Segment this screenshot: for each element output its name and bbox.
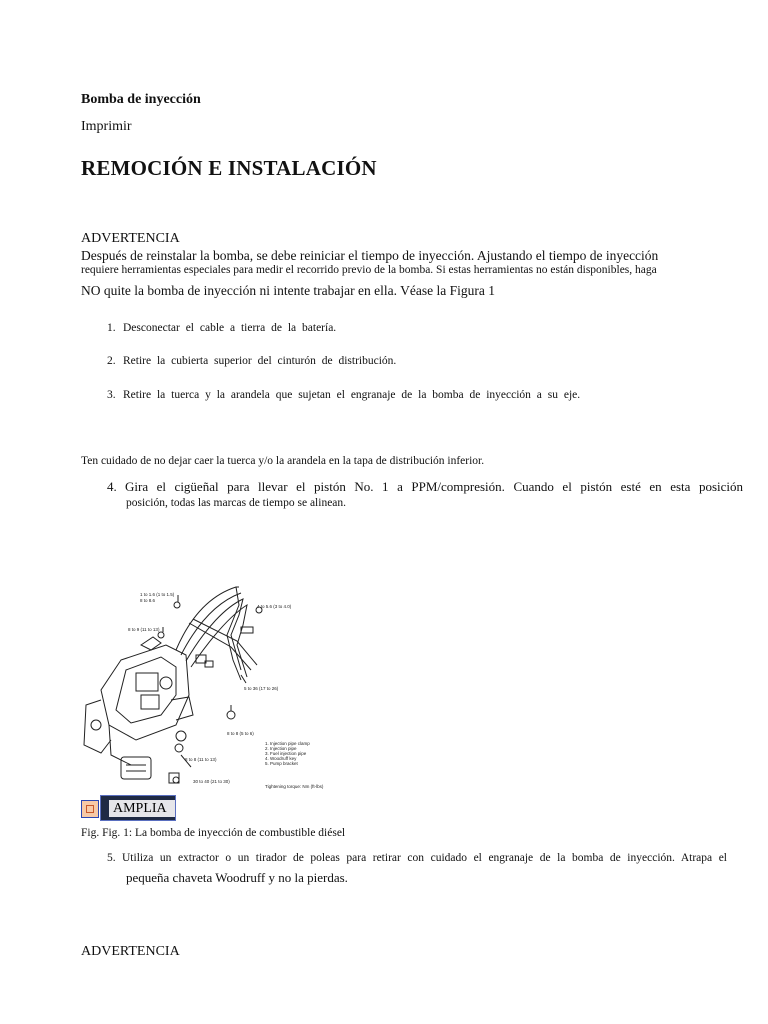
step-2 [107,355,396,367]
injection-pump-drawing [81,575,341,792]
warning-text-line-3: NO quite la bomba de inyección ni intente trabajar en ella. Véase la Figura 1 [81,283,495,298]
torque-label: 5 to 36 (17 to 26) [244,686,279,691]
step-number: 2. [107,355,116,367]
warning-text-line-1: Después de reinstalar la bomba, se debe reiniciar el tiempo de inyección. Ajustando el tiempo de inyección [81,248,659,263]
step-4-text-line-2: posición, todas las marcas de tiempo se alinean. [126,497,347,509]
page-title: REMOCIÓN E INSTALACIÓN [81,156,377,180]
step-number: 4. [107,479,117,494]
torque-label: 8 to 8 (5 to 6) [227,731,254,736]
step-5-text-line-2: pequeña chaveta Woodruff y no la pierdas. [126,870,348,885]
torque-label: 8 to 8 (11 to 13) [185,757,217,762]
step-4 [107,479,743,495]
torque-label: 1 to 1.6 (1 to 1.5) [140,592,175,597]
warning-label: ADVERTENCIA [81,231,180,246]
torque-label: 8 to 8.6 [140,598,156,603]
step-number: 3. [107,389,116,401]
injection-pump-figure [81,575,341,792]
step-3 [107,389,580,401]
print-link[interactable]: Imprimir [81,119,132,134]
section-subtitle: Bomba de inyección [81,92,201,107]
caution-note: Ten cuidado de no dejar caer la tuerca y/o la arandela en la tapa de distribución inferior. [81,455,485,467]
step-text-line-1: Gira el cigüeñal para llevar el pistón No. 1 a PPM/compresión. Cuando el pistón esté en esta posición [125,479,743,494]
figure-legend-item: 4. Woodruff key [265,756,297,761]
torque-label: 4 to 5.6 (3 to 4.0) [257,604,292,609]
figure-legend-item: 1. Injection pipe clamp [265,741,310,746]
step-number: 5. [107,852,116,864]
zoom-button-label: AMPLIA [109,800,175,817]
figure-torque-note: Tightening torque: Nm (ft-lbs) [265,784,324,789]
warning-text-line-2: requiere herramientas especiales para medir el recorrido previo de la bomba. Si estas herramientas no están disponibles, haga [81,264,657,276]
zoom-button[interactable] [100,795,176,821]
step-number: 1. [107,322,116,334]
figure-legend-item: 3. Fuel injection pipe [265,751,307,756]
step-text-line-1: Utiliza un extractor o un tirador de poleas para retirar con cuidado el engranaje de la bomba de inyección. Atrapa el [122,852,727,864]
step-text: Desconectar el cable a tierra de la batería. [123,322,337,334]
torque-label: 8 to 9 (11 to 13) [128,627,160,632]
step-text: Retire la tuerca y la arandela que sujetan el engranaje de la bomba de inyección a su eje. [123,389,581,401]
warning-label-2: ADVERTENCIA [81,944,180,959]
step-1 [107,322,336,334]
figure-legend-item: 2. Injection pipe [265,746,297,751]
torque-label: 30 to 40 (21 to 30) [193,779,230,784]
step-5 [107,852,727,864]
figure-legend-item: 5. Pump bracket [265,761,298,766]
figure-caption: Fig. Fig. 1: La bomba de inyección de combustible diésel [81,827,346,839]
step-text: Retire la cubierta superior del cinturón de distribución. [123,355,397,367]
zoom-icon[interactable] [81,800,99,818]
